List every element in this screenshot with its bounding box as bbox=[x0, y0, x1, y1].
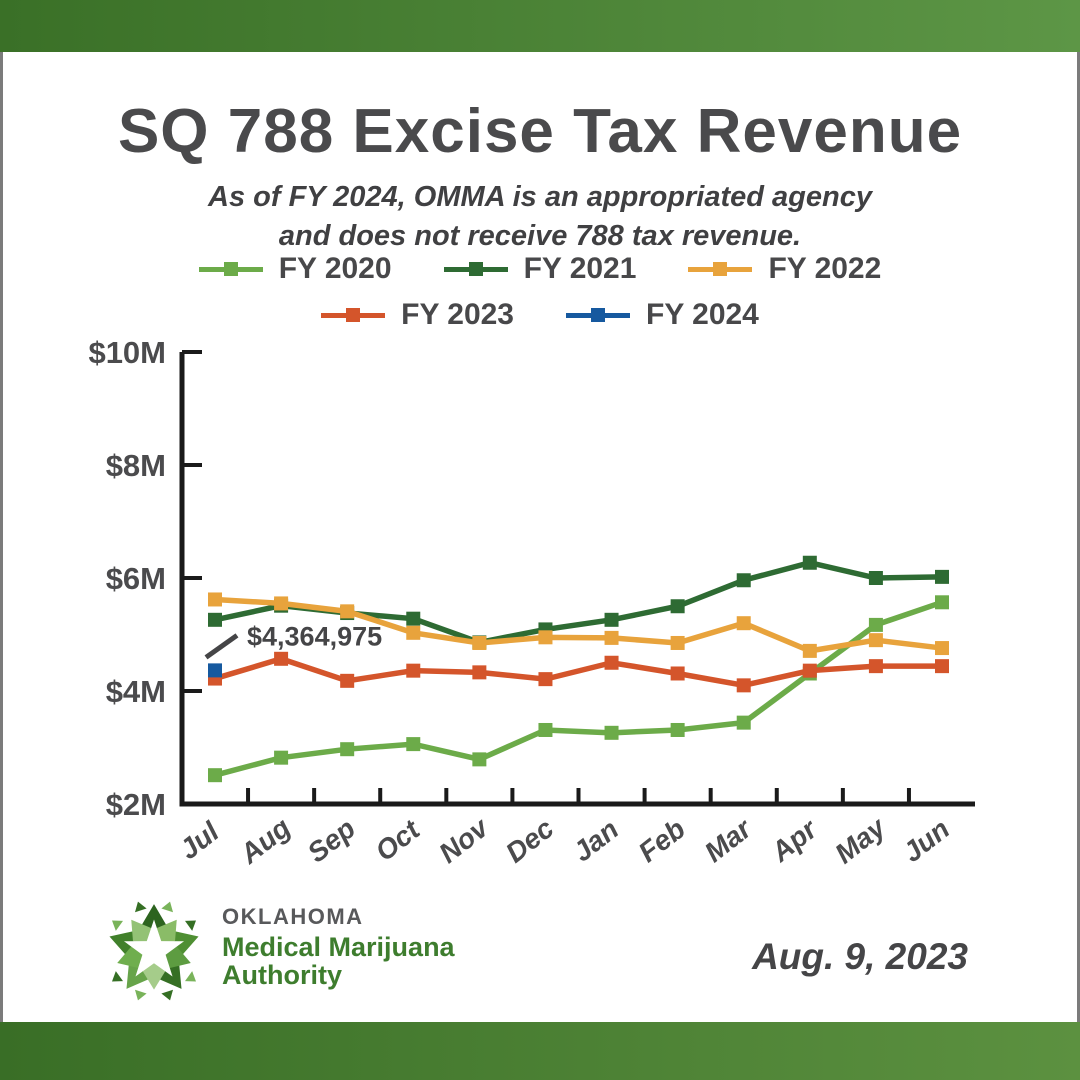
data-point-marker bbox=[340, 674, 354, 688]
data-point-marker bbox=[274, 652, 288, 666]
logo-authority: Authority bbox=[222, 960, 342, 991]
legend-swatch-icon bbox=[444, 261, 508, 277]
data-point-marker bbox=[869, 618, 883, 632]
bottom-green-bar bbox=[0, 1022, 1080, 1080]
data-point-marker bbox=[935, 595, 949, 609]
legend-item-fy-2020 bbox=[199, 252, 392, 286]
page-subtitle bbox=[0, 178, 1080, 256]
legend-swatch-icon bbox=[566, 307, 630, 323]
legend-row-2 bbox=[321, 298, 759, 332]
data-point-marker bbox=[803, 556, 817, 570]
x-tick-label: Sep bbox=[301, 812, 362, 869]
y-tick-label: $2M bbox=[105, 787, 166, 822]
data-point-marker bbox=[538, 672, 552, 686]
revenue-line-chart bbox=[85, 338, 995, 898]
chart-legend bbox=[0, 252, 1080, 332]
data-point-marker bbox=[605, 726, 619, 740]
legend-label: FY 2020 bbox=[278, 252, 392, 285]
data-point-marker bbox=[671, 723, 685, 737]
x-tick-label: Dec bbox=[499, 812, 560, 869]
data-point-marker bbox=[869, 571, 883, 585]
data-point-marker bbox=[472, 665, 486, 679]
data-point-marker bbox=[538, 723, 552, 737]
omma-logo bbox=[98, 894, 455, 1008]
data-point-marker bbox=[935, 641, 949, 655]
legend-swatch-icon bbox=[321, 307, 385, 323]
axes bbox=[182, 352, 975, 804]
data-point-marker bbox=[803, 664, 817, 678]
data-point-marker bbox=[406, 664, 420, 678]
legend-label: FY 2023 bbox=[401, 298, 514, 331]
y-tick-label: $8M bbox=[105, 448, 166, 483]
data-point-marker bbox=[406, 626, 420, 640]
data-point-marker bbox=[208, 592, 222, 606]
x-tick-label: Mar bbox=[698, 812, 758, 869]
data-point-marker bbox=[605, 656, 619, 670]
x-tick-label: Oct bbox=[369, 813, 426, 868]
legend-item-fy-2022 bbox=[688, 252, 881, 286]
legend-label: FY 2022 bbox=[768, 252, 882, 285]
data-point-marker bbox=[671, 666, 685, 680]
annotation-leader-line bbox=[206, 635, 237, 657]
data-point-marker bbox=[406, 737, 420, 751]
data-point-marker bbox=[472, 636, 486, 650]
x-tick-label: Apr bbox=[765, 813, 823, 868]
data-point-marker bbox=[605, 613, 619, 627]
data-point-marker bbox=[737, 616, 751, 630]
data-point-marker bbox=[935, 659, 949, 673]
data-point-marker bbox=[869, 633, 883, 647]
data-point-marker bbox=[935, 570, 949, 584]
data-point-marker bbox=[538, 630, 552, 644]
y-tick-label: $4M bbox=[105, 674, 166, 709]
y-tick-label: $10M bbox=[88, 338, 166, 370]
subtitle-line-1: As of FY 2024, OMMA is an appropriated agency bbox=[208, 181, 872, 213]
series-fy-2024 bbox=[208, 663, 222, 677]
data-point-marker bbox=[737, 678, 751, 692]
x-tick-label: Jun bbox=[896, 812, 956, 869]
top-green-bar bbox=[0, 0, 1080, 52]
date-stamp: Aug. 9, 2023 bbox=[752, 936, 968, 977]
series-fy-2023 bbox=[208, 652, 949, 693]
data-point-marker bbox=[671, 636, 685, 650]
data-point-marker bbox=[406, 612, 420, 626]
data-point-marker bbox=[671, 599, 685, 613]
data-point-marker bbox=[605, 631, 619, 645]
legend-item-fy-2023 bbox=[321, 298, 514, 332]
legend-swatch-icon bbox=[199, 261, 263, 277]
chart-canvas bbox=[85, 338, 995, 898]
legend-row-1 bbox=[199, 252, 882, 286]
legend-item-fy-2021 bbox=[444, 252, 637, 286]
data-point-marker bbox=[737, 716, 751, 730]
omma-logo-text bbox=[222, 904, 455, 990]
legend-item-fy-2024 bbox=[566, 298, 759, 332]
x-tick-label: Nov bbox=[433, 812, 494, 870]
x-tick-label: Jul bbox=[173, 815, 225, 866]
subtitle-line-2: and does not receive 788 tax revenue. bbox=[278, 220, 802, 253]
legend-label: FY 2024 bbox=[646, 298, 759, 331]
legend-swatch-icon bbox=[688, 261, 752, 277]
x-tick-label: Jan bbox=[567, 813, 625, 868]
data-point-marker bbox=[803, 644, 817, 658]
annotation-label: $4,364,975 bbox=[247, 621, 383, 652]
x-tick-label: May bbox=[829, 811, 892, 870]
x-tick-label: Feb bbox=[632, 812, 691, 869]
data-point-marker bbox=[737, 573, 751, 587]
logo-medical-marijuana: Medical Marijuana bbox=[222, 932, 455, 962]
series-line bbox=[215, 659, 942, 686]
page-title: SQ 788 Excise Tax Revenue bbox=[117, 97, 963, 166]
y-tick-label: $6M bbox=[105, 561, 166, 596]
data-point-marker bbox=[274, 596, 288, 610]
data-point-marker bbox=[869, 659, 883, 673]
data-point-marker bbox=[472, 752, 486, 766]
legend-label: FY 2021 bbox=[523, 252, 637, 285]
data-point-marker bbox=[340, 604, 354, 618]
data-point-marker bbox=[208, 663, 222, 677]
data-point-marker bbox=[340, 742, 354, 756]
logo-oklahoma: OKLAHOMA bbox=[222, 904, 364, 929]
omma-star-leaf-icon bbox=[98, 894, 210, 1008]
data-point-marker bbox=[274, 751, 288, 765]
data-point-marker bbox=[208, 613, 222, 627]
x-tick-label: Aug bbox=[234, 811, 297, 870]
data-point-marker bbox=[208, 768, 222, 782]
